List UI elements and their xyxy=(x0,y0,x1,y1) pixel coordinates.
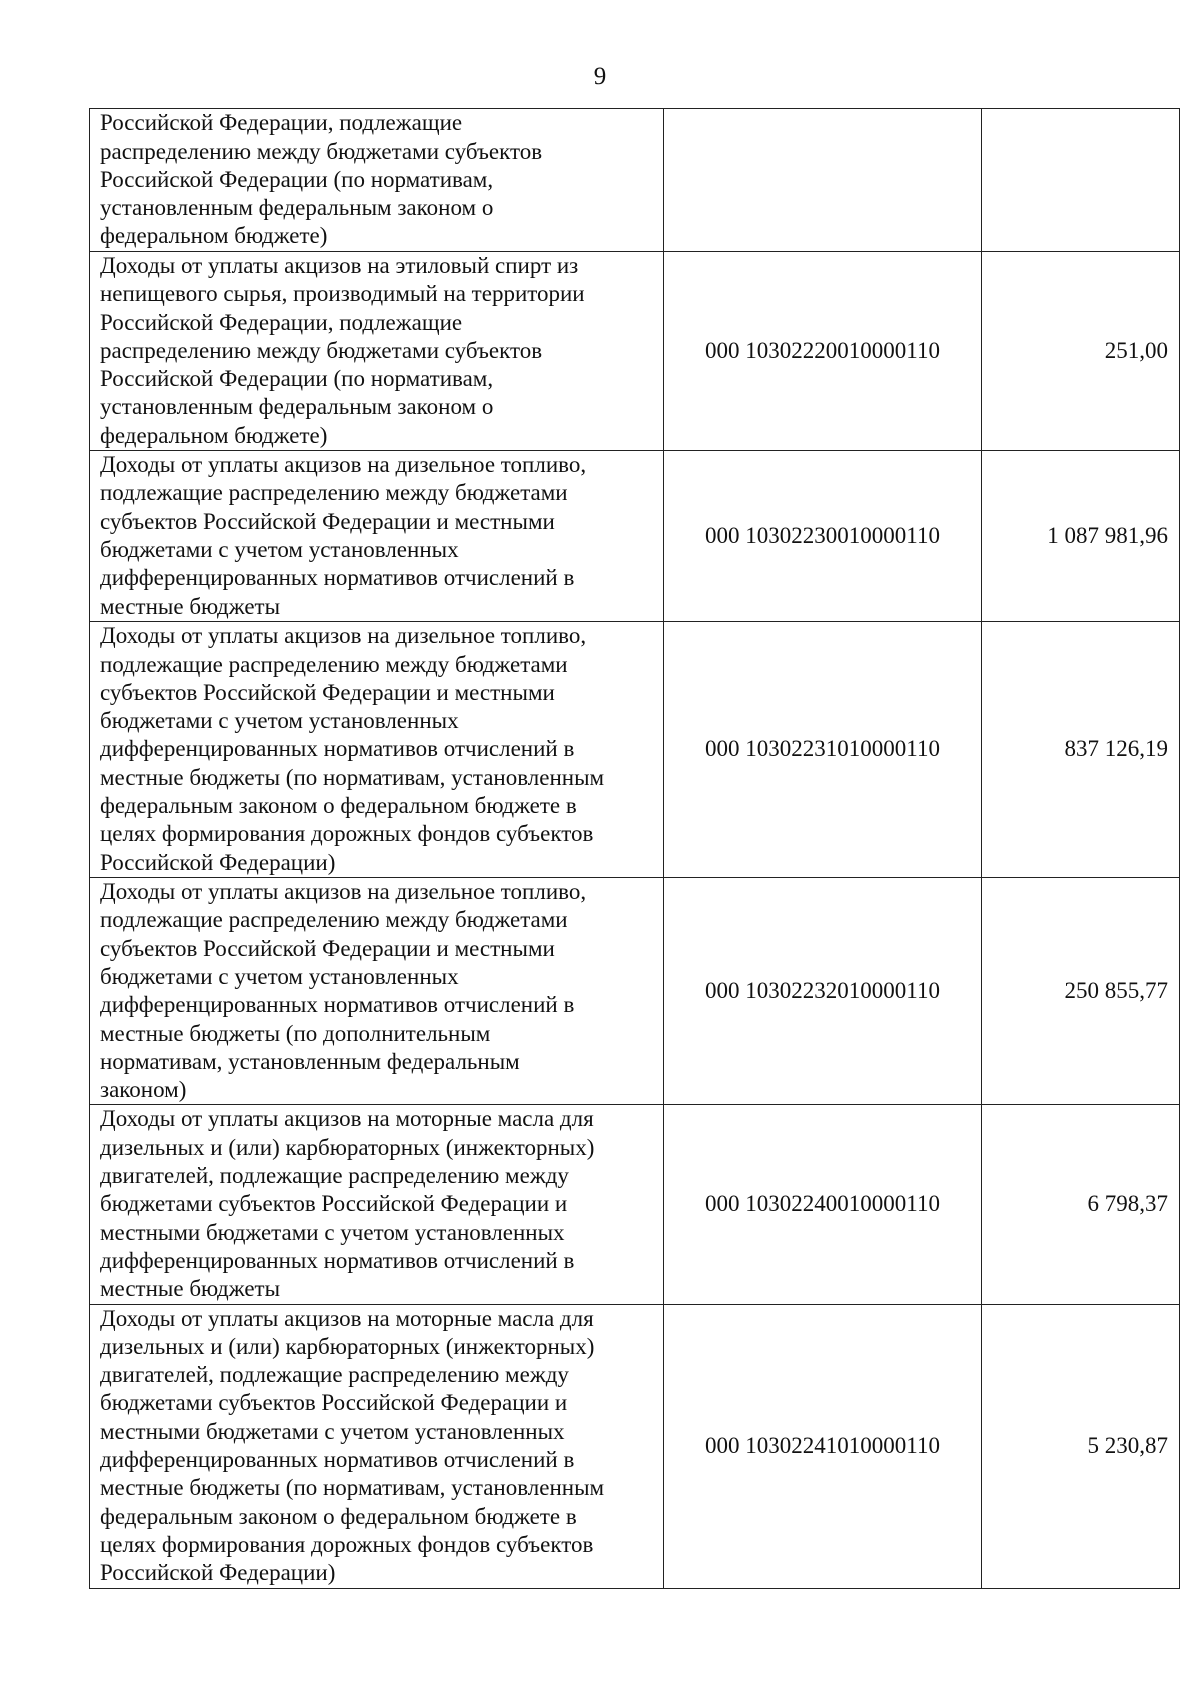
table-row xyxy=(90,109,1180,252)
description-line: федеральным законом о федеральном бюджете в xyxy=(100,793,577,819)
description-line: бюджетами с учетом установленных xyxy=(100,537,459,563)
description-line: нормативам, установленным федеральным xyxy=(100,1048,520,1074)
description-line: законом) xyxy=(100,1077,187,1103)
description-line: двигателей, подлежащие распределению между xyxy=(100,1362,569,1388)
revenue-table xyxy=(89,108,1180,1589)
description-line: федеральным законом о федеральном бюджете в xyxy=(100,1503,577,1529)
description-line: бюджетами с учетом установленных xyxy=(100,963,459,989)
description-line: дифференцированных нормативов отчислений в xyxy=(100,736,575,762)
page-number: 9 xyxy=(593,63,607,90)
description-line: распределению между бюджетами субъектов xyxy=(100,138,543,164)
budget-code-cell xyxy=(664,109,982,252)
description-line: распределению между бюджетами субъектов xyxy=(100,337,543,363)
description-line: установленным федеральным законом о xyxy=(100,394,494,420)
description-line: дизельных и (или) карбюраторных (инжекторных) xyxy=(100,1134,595,1160)
description-line: подлежащие распределению между бюджетами xyxy=(100,907,568,933)
description-line: бюджетами с учетом установленных xyxy=(100,708,459,734)
description-line: субъектов Российской Федерации и местными xyxy=(100,679,555,705)
revenue-description xyxy=(100,622,659,877)
budget-code-cell: 000 10302220010000110 xyxy=(664,252,982,451)
description-line: целях формирования дорожных фондов субъектов xyxy=(100,821,594,847)
description-line: Доходы от уплаты акцизов на дизельное топливо, xyxy=(100,623,587,649)
budget-code-cell: 000 10302231010000110 xyxy=(664,622,982,878)
description-line: местные бюджеты xyxy=(100,593,281,619)
amount-cell: 1 087 981,96 xyxy=(982,451,1180,622)
description-line: дизельных и (или) карбюраторных (инжекторных) xyxy=(100,1333,595,1359)
amount-cell xyxy=(982,109,1180,252)
description-line: местными бюджетами с учетом установленных xyxy=(100,1418,565,1444)
description-line: подлежащие распределению между бюджетами xyxy=(100,480,568,506)
table-row xyxy=(90,622,1180,878)
budget-code-cell: 000 10302230010000110 xyxy=(664,451,982,622)
revenue-description xyxy=(100,451,659,621)
description-line: Российской Федерации (по нормативам, xyxy=(100,366,494,392)
description-line: бюджетами субъектов Российской Федерации и xyxy=(100,1191,568,1217)
amount-cell: 5 230,87 xyxy=(982,1304,1180,1588)
description-line: федеральном бюджете) xyxy=(100,422,328,448)
revenue-description-cell xyxy=(90,1304,664,1588)
table-row xyxy=(90,878,1180,1105)
description-line: Доходы от уплаты акцизов на моторные масла для xyxy=(100,1305,594,1331)
table-row xyxy=(90,1105,1180,1304)
description-line: местные бюджеты (по дополнительным xyxy=(100,1020,491,1046)
revenue-description-cell xyxy=(90,252,664,451)
amount-cell: 250 855,77 xyxy=(982,878,1180,1105)
revenue-description xyxy=(100,1305,659,1588)
description-line: Доходы от уплаты акцизов на моторные масла для xyxy=(100,1106,594,1132)
description-line: местными бюджетами с учетом установленных xyxy=(100,1219,565,1245)
description-line: Российской Федерации, подлежащие xyxy=(100,110,463,136)
description-line: Российской Федерации (по нормативам, xyxy=(100,166,494,192)
description-line: двигателей, подлежащие распределению между xyxy=(100,1163,569,1189)
description-line: Российской Федерации) xyxy=(100,1560,336,1586)
description-line: дифференцированных нормативов отчислений в xyxy=(100,565,575,591)
revenue-description xyxy=(100,252,659,450)
budget-code-cell: 000 10302241010000110 xyxy=(664,1304,982,1588)
description-line: подлежащие распределению между бюджетами xyxy=(100,651,568,677)
description-line: субъектов Российской Федерации и местными xyxy=(100,935,555,961)
description-line: Российской Федерации, подлежащие xyxy=(100,309,463,335)
description-line: непищевого сырья, производимый на территории xyxy=(100,281,585,307)
revenue-description-cell xyxy=(90,109,664,252)
revenue-description xyxy=(100,878,659,1104)
description-line: местные бюджеты (по нормативам, установленным xyxy=(100,1475,605,1501)
description-line: дифференцированных нормативов отчислений в xyxy=(100,992,575,1018)
description-line: дифференцированных нормативов отчислений в xyxy=(100,1247,575,1273)
description-line: Доходы от уплаты акцизов на этиловый спирт из xyxy=(100,253,579,278)
description-line: целях формирования дорожных фондов субъектов xyxy=(100,1531,594,1557)
table-row xyxy=(90,1304,1180,1588)
description-line: Российской Федерации) xyxy=(100,849,336,875)
revenue-description-cell xyxy=(90,1105,664,1304)
description-line: Доходы от уплаты акцизов на дизельное топливо, xyxy=(100,452,587,478)
revenue-description-cell xyxy=(90,878,664,1105)
revenue-description-cell xyxy=(90,622,664,878)
description-line: дифференцированных нормативов отчислений в xyxy=(100,1447,575,1473)
description-line: бюджетами субъектов Российской Федерации и xyxy=(100,1390,568,1416)
description-line: Доходы от уплаты акцизов на дизельное топливо, xyxy=(100,879,587,905)
description-line: местные бюджеты (по нормативам, установленным xyxy=(100,764,605,790)
budget-code-cell: 000 10302232010000110 xyxy=(664,878,982,1105)
description-line: субъектов Российской Федерации и местными xyxy=(100,508,555,534)
budget-code-cell: 000 10302240010000110 xyxy=(664,1105,982,1304)
amount-cell: 251,00 xyxy=(982,252,1180,451)
description-line: установленным федеральным законом о xyxy=(100,195,494,221)
revenue-description xyxy=(100,1105,659,1303)
amount-cell: 6 798,37 xyxy=(982,1105,1180,1304)
description-line: федеральном бюджете) xyxy=(100,223,328,249)
revenue-description xyxy=(100,109,659,250)
table-row xyxy=(90,252,1180,451)
description-line: местные бюджеты xyxy=(100,1276,281,1302)
table-row xyxy=(90,451,1180,622)
revenue-description-cell xyxy=(90,451,664,622)
amount-cell: 837 126,19 xyxy=(982,622,1180,878)
